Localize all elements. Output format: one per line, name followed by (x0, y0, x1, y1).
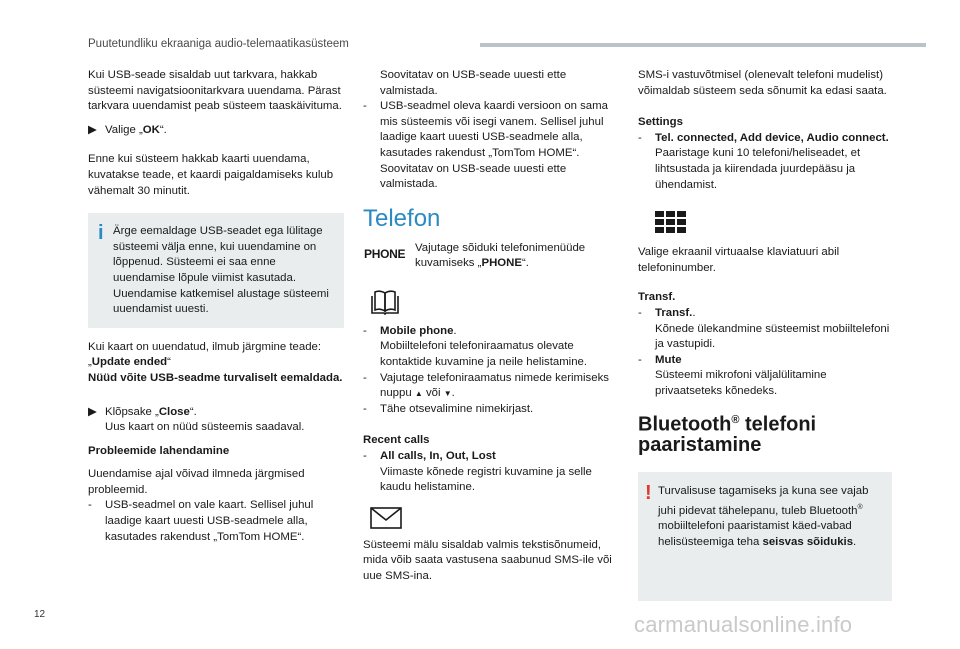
heading-problems: Probleemide lahendamine (88, 444, 230, 457)
heading-bluetooth: Bluetooth® telefoni paaristamine (638, 413, 817, 457)
list-item: - Transf.. Kõnede ülekandmine süsteemist mobiiltelefoni ja vastupidi. (638, 306, 890, 351)
paragraph: Kui USB-seade sisaldab uut tarkvara, hakkab süsteemi navigatsioonitarkvara uuendama. Pärast tarkvara uuendamist peab süsteem taaskäivituma. (88, 69, 342, 113)
list-item: - USB-seadmel oleva kaardi versioon on sama mis süsteemis või isegi vanem. Sellisel juhul laadige kaart uuesti USB-seadmele alla, kasutades rakendust „TomTom HOME“. (363, 100, 608, 159)
pointer-icon: ▶ (88, 405, 97, 418)
envelope-icon (370, 506, 402, 530)
column-3 (638, 68, 894, 601)
warning-icon: ! (645, 482, 652, 505)
header-divider (480, 43, 926, 47)
list-item: - Tel. connected, Add device, Audio connect. Paaristage kuni 10 telefoni/heliseadet, et lihtsustada ja kiirendada juurdepääsu ja ühendamist. (638, 131, 889, 191)
paragraph: Soovitatav on USB-seade uuesti ette valmistada. (380, 162, 567, 191)
page-number: 12 (34, 609, 46, 620)
update-message: Kui kaart on uuendatud, ilmub järgmine teade: „Update ended“ Nüüd võite USB-seadme turvaliselt eemaldada. (88, 340, 343, 384)
heading-telefon: Telefon (363, 204, 441, 232)
paragraph: Enne kui süsteem hakkab kaarti uuendama, kuvatakse teade, et kaardi paigaldamiseks kulub vähemalt 30 minutit. (88, 153, 334, 197)
info-text: Ärge eemaldage USB-seadet ega lülitage süsteemi välja enne, kui uuendamine on lõppenud. Süsteemi ei saa enne uuendamise lõpule viimist kasutada. Uuendamise katkemisel alustage süsteemi uuendamist uuesti. (113, 225, 329, 316)
triangle-down-icon: ▼ (443, 389, 452, 399)
list-item: - Mobile phone. Mobiiltelefoni telefoniraamatus olevate kontaktide kuvamine ja neile helistamine. (363, 324, 588, 368)
pointer-icon: ▶ (88, 123, 97, 136)
page-header-title: Puutetundliku ekraaniga audio-telemaatikasüsteem (88, 38, 349, 50)
info-box (88, 213, 344, 328)
keypad-icon (655, 211, 894, 233)
list-item: - Vajutage telefoniraamatus nimede kerimiseks nuppu ▲ või ▼. (363, 371, 609, 400)
warning-box (638, 472, 892, 601)
heading-settings: Settings (638, 116, 683, 129)
instruction-select-ok: ▶ Valige „OK“. (88, 123, 344, 139)
column-2 (363, 68, 619, 592)
paragraph: Valige ekraanil virtuaalse klaviatuuri abil telefoninumber. (638, 246, 840, 274)
column-1 (88, 68, 344, 545)
triangle-up-icon: ▲ (414, 389, 423, 399)
list-item: - Mute Süsteemi mikrofoni väljalülitamine privaatseteks kõnedeks. (638, 353, 827, 397)
phonebook-icon (370, 289, 400, 315)
paragraph: Uuendamise ajal võivad ilmneda järgmised probleemid. (88, 468, 305, 496)
phone-row (363, 243, 619, 285)
list-item: - USB-seadmel on vale kaart. Sellisel juhul laadige kaart uuesti USB-seadmele alla, kasutades rakendust „TomTom HOME“. (88, 499, 314, 543)
paragraph: Soovitatav on USB-seade uuesti ette valmistada. (380, 69, 567, 97)
paragraph: Süsteemi mälu sisaldab valmis tekstisõnumeid, mida võib saata vastusena saabunud SMS-ile või uue SMS-ina. (363, 538, 612, 582)
phone-button-icon: PHONE (364, 246, 406, 261)
info-icon: i (98, 222, 104, 245)
watermark: carmanualsonline.info (634, 612, 853, 637)
list-item: - Tähe otsevalimine nimekirjast. (363, 402, 534, 415)
warning-text: Turvalisuse tagamiseks ja kuna see vajab juhi pidevat tähelepanu, tuleb Bluetooth® mobiiltelefoni paaristamist käed-vabad helisüsteemiga teha seisvas sõidukis. (658, 485, 869, 548)
list-item: - All calls, In, Out, Lost Viimaste kõnede registri kuvamine ja selle kaudu helistamine. (363, 449, 592, 494)
phone-instruction: Vajutage sõiduki telefonimenüüde kuvamiseks „PHONE“. (415, 241, 586, 270)
heading-transf: Transf. (638, 291, 676, 304)
heading-recent-calls: Recent calls (363, 434, 430, 447)
instruction-close: ▶ Klõpsake „Close“. Uus kaart on nüüd süsteemis saadaval. (88, 405, 305, 434)
paragraph: SMS-i vastuvõtmisel (olenevalt telefoni mudelist) võimaldab süsteem seda sõnumit ka edasi saata. (638, 69, 887, 97)
